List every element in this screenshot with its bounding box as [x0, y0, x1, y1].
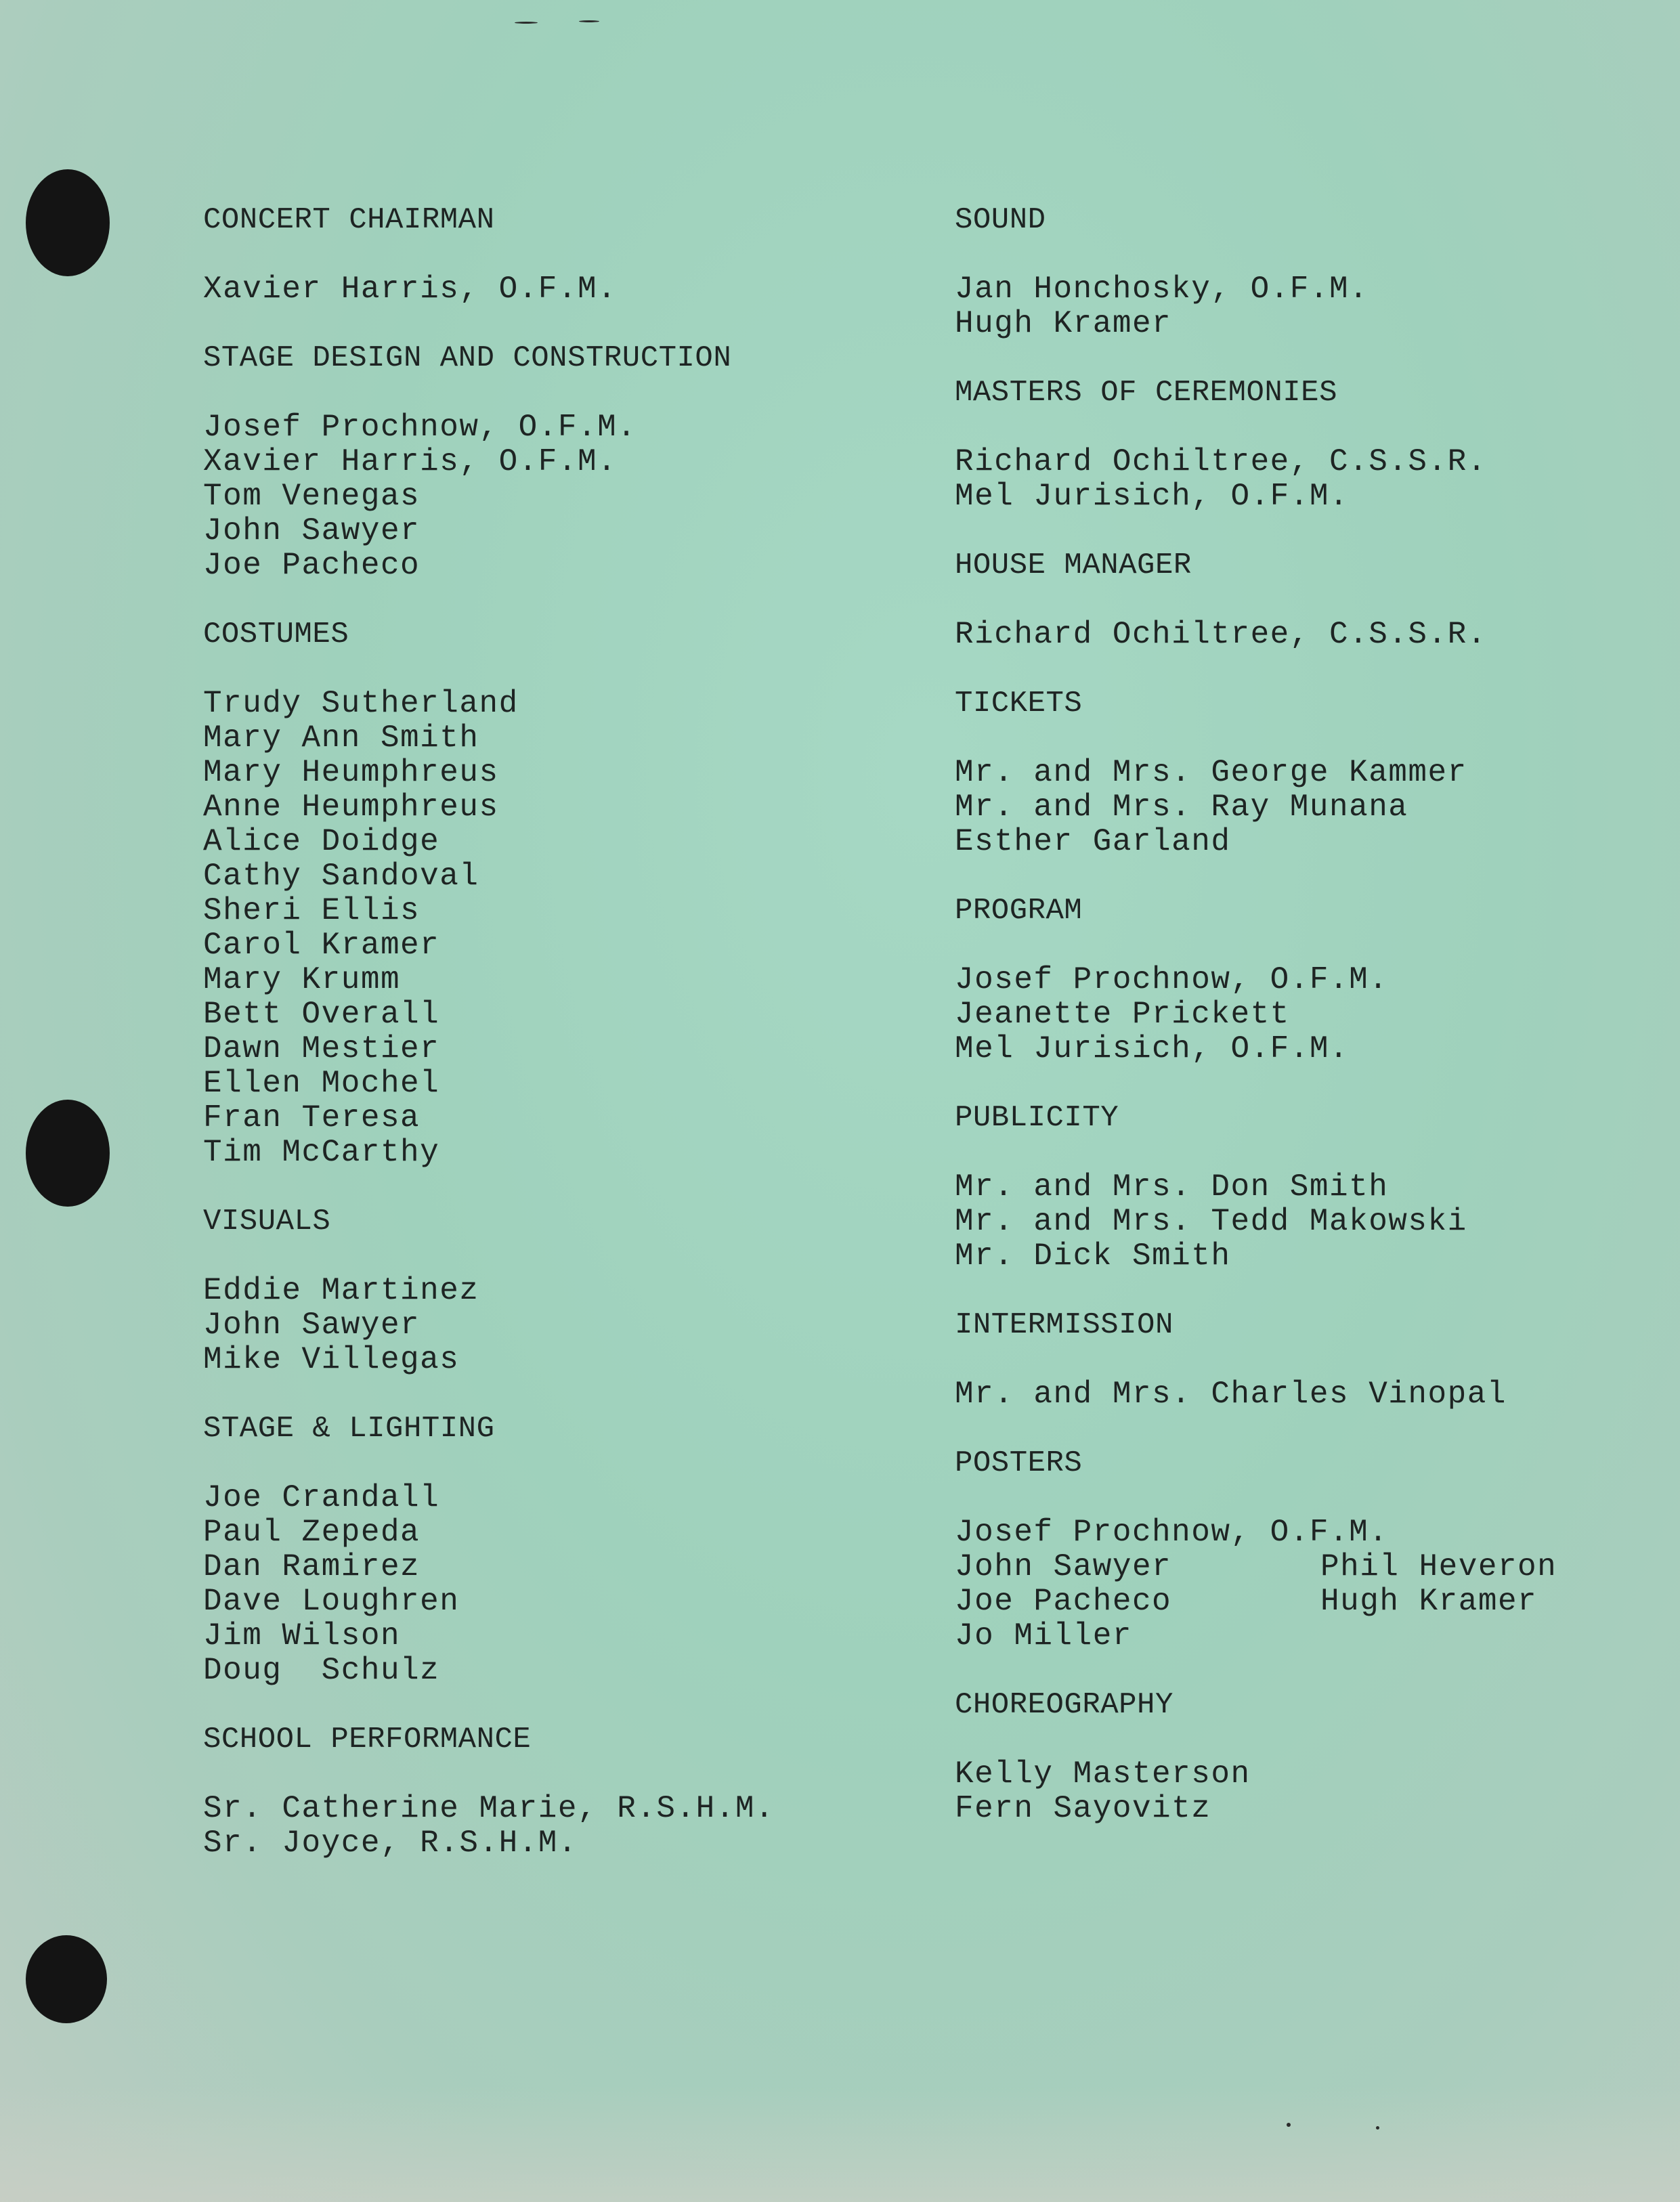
section-posters [955, 1446, 1645, 1654]
section-heading: HOUSE MANAGER [955, 548, 1192, 582]
section-tickets [955, 687, 1645, 859]
list-item: Sr. Catherine Marie, R.S.H.M. [203, 1791, 775, 1826]
list-item: Jan Honchosky, O.F.M. [955, 272, 1369, 307]
list-item: Fran Teresa [203, 1100, 421, 1136]
section-heading: STAGE DESIGN AND CONSTRUCTION [203, 341, 732, 375]
binder-hole-top [26, 169, 110, 276]
list-item: Paul Zepeda [203, 1515, 421, 1550]
list-item: Mel Jurisich, O.F.M. [955, 1031, 1350, 1066]
list-item: Joe Pacheco [203, 548, 421, 583]
binder-hole-middle [26, 1100, 110, 1207]
section-visuals [203, 1205, 921, 1377]
list-item: Hugh Kramer [1320, 1584, 1538, 1619]
section-heading: POSTERS [955, 1446, 1083, 1480]
section-heading: TICKETS [955, 687, 1083, 720]
list-item: Tom Venegas [203, 479, 421, 514]
list-item: Esther Garland [955, 824, 1231, 859]
list-item: Mr. and Mrs. George Kammer [955, 755, 1467, 790]
poster-names-col-a [955, 1550, 1320, 1654]
list-item: Jeanette Prickett [955, 997, 1290, 1032]
name-list [203, 1481, 921, 1688]
list-item: Mr. and Mrs. Tedd Makowski [955, 1204, 1467, 1239]
section-stage-design [203, 341, 921, 583]
poster-names-col-b [1320, 1550, 1645, 1654]
left-column [203, 203, 921, 1895]
section-program [955, 894, 1645, 1066]
list-item: Fern Sayovitz [955, 1791, 1211, 1826]
name-list [955, 618, 1645, 652]
section-publicity [955, 1101, 1645, 1274]
list-item: Dawn Mestier [203, 1031, 440, 1066]
section-heading: SCHOOL PERFORMANCE [203, 1723, 532, 1756]
paper-mark [1376, 2126, 1379, 2130]
list-item: Jo Miller [955, 1618, 1132, 1654]
list-item: Mike Villegas [203, 1342, 460, 1377]
name-list [955, 272, 1645, 341]
paper-mark [1287, 2123, 1291, 2127]
section-heading: SOUND [955, 203, 1046, 237]
list-item: Mr. and Mrs. Charles Vinopal [955, 1377, 1507, 1412]
list-item: Richard Ochiltree, C.S.S.R. [955, 444, 1487, 479]
paper-edge-shading [0, 2086, 1680, 2202]
list-item: Xavier Harris, O.F.M. [203, 444, 618, 479]
name-list [203, 410, 921, 583]
list-item: Dave Loughren [203, 1584, 460, 1619]
name-list [955, 756, 1645, 859]
section-heading: PUBLICITY [955, 1101, 1119, 1135]
right-column [955, 203, 1645, 1861]
list-item: Bett Overall [203, 997, 440, 1032]
list-item: Trudy Sutherland [203, 686, 519, 721]
binder-hole-bottom [26, 1935, 107, 2023]
list-item: Sheri Ellis [203, 893, 421, 928]
list-item: Mr. Dick Smith [955, 1238, 1231, 1274]
section-costumes [203, 618, 921, 1170]
section-sound [955, 203, 1645, 341]
name-list [203, 1274, 921, 1377]
list-item: Anne Heumphreus [203, 790, 499, 825]
section-heading: MASTERS OF CEREMONIES [955, 376, 1337, 410]
list-item: Carol Kramer [203, 928, 440, 963]
list-item: Mr. and Mrs. Don Smith [955, 1169, 1389, 1205]
section-heading: VISUALS [203, 1205, 331, 1238]
list-item: Joe Crandall [203, 1480, 440, 1515]
list-item: Eddie Martinez [203, 1273, 479, 1308]
section-heading: INTERMISSION [955, 1308, 1173, 1342]
name-list [203, 272, 921, 307]
list-item: John Sawyer [203, 1308, 421, 1343]
list-item: Tim McCarthy [203, 1135, 440, 1170]
list-item: John Sawyer [955, 1549, 1172, 1584]
list-item: Hugh Kramer [955, 306, 1172, 341]
list-item: Dan Ramirez [203, 1549, 421, 1584]
section-heading: PROGRAM [955, 894, 1083, 928]
list-item: Sr. Joyce, R.S.H.M. [203, 1826, 578, 1861]
section-masters-of-ceremonies [955, 376, 1645, 514]
list-item: Mary Heumphreus [203, 755, 499, 790]
name-list [955, 1377, 1645, 1412]
list-item: Xavier Harris, O.F.M. [203, 272, 618, 307]
section-choreography [955, 1688, 1645, 1826]
section-stage-lighting [203, 1412, 921, 1688]
name-list [203, 687, 921, 1170]
name-list [203, 1792, 921, 1861]
name-list [955, 1757, 1645, 1826]
list-item: Josef Prochnow, O.F.M. [203, 410, 637, 445]
name-list [955, 1170, 1645, 1274]
name-list [955, 445, 1645, 514]
list-item: Phil Heveron [1320, 1549, 1557, 1584]
list-item: Kelly Masterson [955, 1756, 1251, 1792]
name-list [955, 963, 1645, 1066]
section-house-manager [955, 548, 1645, 652]
paper-mark [515, 22, 538, 24]
section-concert-chairman [203, 203, 921, 307]
list-item: John Sawyer [203, 513, 421, 548]
section-heading: COSTUMES [203, 618, 349, 651]
list-item: Mary Ann Smith [203, 720, 479, 756]
list-item: Richard Ochiltree, C.S.S.R. [955, 617, 1487, 652]
section-intermission [955, 1308, 1645, 1412]
list-item: Cathy Sandoval [203, 859, 479, 894]
list-item: Mel Jurisich, O.F.M. [955, 479, 1350, 514]
name-list [955, 1515, 1645, 1654]
list-item: Mr. and Mrs. Ray Munana [955, 790, 1408, 825]
list-item: Josef Prochnow, O.F.M. [955, 1515, 1389, 1550]
section-heading: CHOREOGRAPHY [955, 1688, 1173, 1722]
list-item: Jim Wilson [203, 1618, 401, 1654]
list-item: Josef Prochnow, O.F.M. [955, 962, 1389, 997]
list-item: Doug Schulz [203, 1653, 440, 1688]
section-school-performance [203, 1723, 921, 1861]
list-item: Joe Pacheco [955, 1584, 1172, 1619]
list-item: Mary Krumm [203, 962, 401, 997]
section-heading: STAGE & LIGHTING [203, 1412, 495, 1446]
section-heading: CONCERT CHAIRMAN [203, 203, 495, 237]
list-item: Alice Doidge [203, 824, 440, 859]
poster-names-grid [955, 1550, 1645, 1654]
paper-mark [579, 20, 599, 22]
list-item: Ellen Mochel [203, 1066, 440, 1101]
